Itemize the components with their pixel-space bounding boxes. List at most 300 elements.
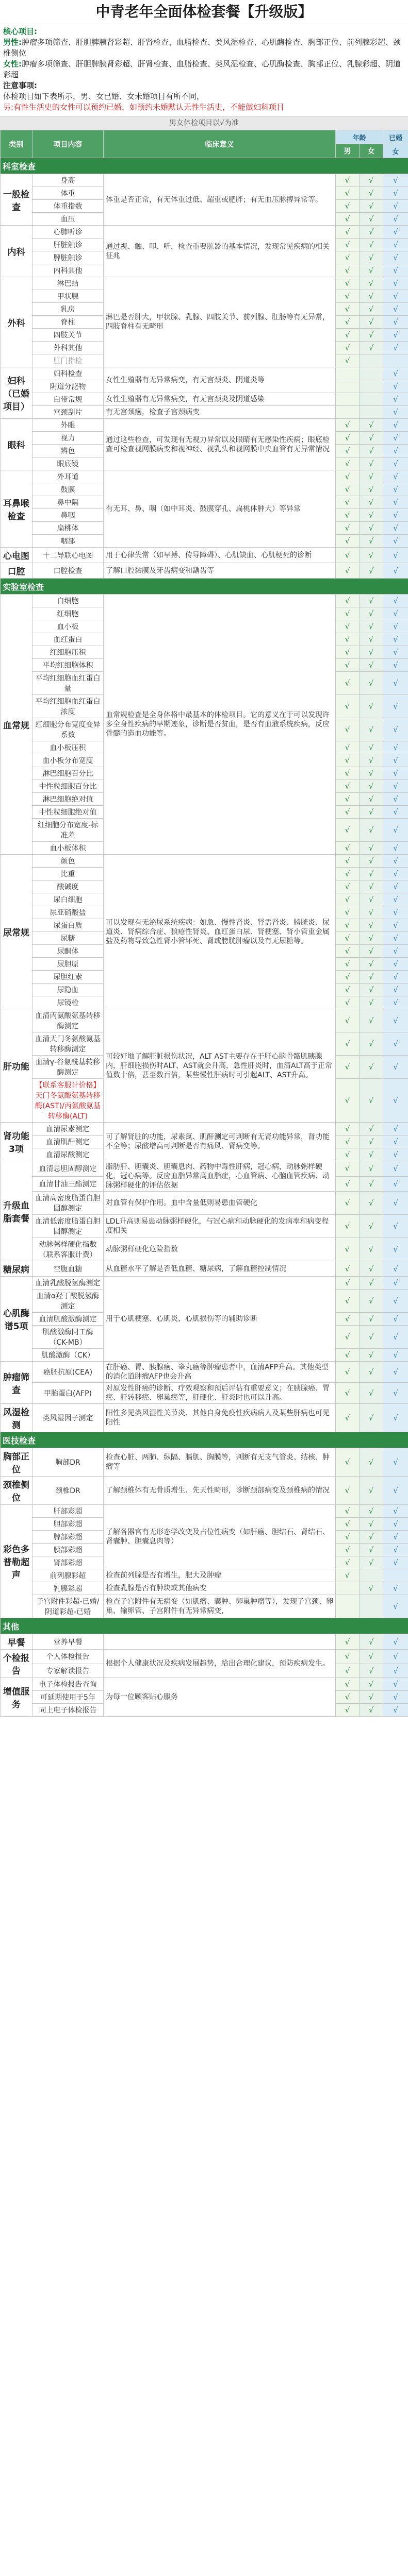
female-married-check-cell	[383, 1136, 408, 1148]
female-married-check-cell	[383, 432, 408, 445]
table-row	[1, 548, 408, 563]
female-married-check-cell	[383, 329, 408, 342]
checkmark-icon	[393, 959, 398, 969]
female-married-check-cell	[383, 1176, 408, 1192]
female-married-check-cell	[383, 1531, 408, 1544]
checkmark-icon	[345, 1532, 350, 1541]
male-check-cell	[336, 470, 360, 483]
female-unmarried-check-cell	[360, 932, 383, 945]
table-head-row-top	[1, 130, 408, 144]
male-check-cell	[336, 1518, 360, 1531]
female-unmarried-check-cell	[360, 509, 383, 522]
male-check-cell	[336, 1404, 360, 1432]
male-check-cell	[336, 1290, 360, 1313]
item-cell: 尿糖	[32, 932, 104, 945]
table-row	[1, 563, 408, 579]
male-check-cell	[336, 767, 360, 780]
category-cell: 糖尿病	[1, 1261, 32, 1277]
checkmark-icon	[393, 523, 398, 533]
table-row	[1, 1582, 408, 1595]
checkmark-icon	[345, 934, 350, 943]
male-check-cell	[336, 1448, 360, 1477]
meaning-cell: 通过视、触、叩、听，检查重要脏器的基本情况，发现常见疾病的相关征兆	[104, 226, 336, 277]
female-unmarried-check-cell	[360, 855, 383, 868]
female-married-check-cell	[383, 793, 408, 806]
category-cell: 肝功能	[1, 1009, 32, 1123]
checkmark-icon	[369, 1486, 374, 1495]
item-cell: 肌酸激酶同工酶（CK-MB）	[32, 1326, 104, 1349]
female-married-check-cell	[383, 187, 408, 200]
attention-line-1: 体检项目如下表所示，男、女已婚、女未婚项目有所不同，	[3, 92, 205, 101]
attention-label: 注意事项:	[3, 81, 37, 90]
female-unmarried-check-cell	[360, 367, 383, 380]
male-check-cell	[336, 457, 360, 470]
meaning-cell: 从血糖水平了解是否低血糖、糖尿病，了解血糖控制情况	[104, 1261, 336, 1277]
category-cell: 肿瘤筛查	[1, 1362, 32, 1404]
female-unmarried-check-cell	[360, 264, 383, 277]
female-married-check-cell	[383, 633, 408, 646]
table-row	[1, 1448, 408, 1477]
checkmark-icon	[345, 725, 350, 734]
male-check-cell	[336, 1161, 360, 1177]
checkmark-icon	[345, 946, 350, 956]
female-unmarried-check-cell	[360, 406, 383, 419]
male-check-cell	[336, 1238, 360, 1261]
female-unmarried-check-cell	[360, 1650, 383, 1664]
item-cell: 红细胞	[32, 607, 104, 620]
checkmark-icon	[345, 1486, 350, 1495]
female-unmarried-check-cell	[360, 1079, 383, 1123]
item-cell: 可延期使用于5年	[32, 1691, 104, 1704]
female-married-check-cell	[383, 1383, 408, 1404]
female-unmarried-check-cell	[360, 1261, 383, 1277]
checkmark-icon	[369, 189, 374, 198]
male-check-cell	[336, 919, 360, 932]
checkmark-icon	[369, 985, 374, 994]
checkmark-icon	[393, 660, 398, 670]
item-cell: 营养早餐	[32, 1634, 104, 1650]
category-cell: 妇科（已婚项目）	[1, 367, 32, 419]
female-unmarried-check-cell	[360, 1556, 383, 1569]
male-check-cell	[336, 367, 360, 380]
male-check-cell	[336, 1079, 360, 1123]
female-married-check-cell	[383, 880, 408, 893]
checkmark-icon	[345, 869, 350, 878]
meaning-cell: 阳性多见类风湿性关节炎、其他自身免疫性疾病病人及某些肝病也可见阳性	[104, 1404, 336, 1432]
header-item: 项目内容	[32, 130, 104, 158]
checkmark-icon	[393, 279, 398, 288]
checkmark-icon	[393, 498, 398, 507]
checkmark-icon	[393, 214, 398, 224]
female-married-check-cell	[383, 1123, 408, 1136]
item-cell: 酸碱度	[32, 880, 104, 893]
female-unmarried-check-cell	[360, 1518, 383, 1531]
checkmark-icon	[369, 882, 374, 891]
female-married-check-cell	[383, 342, 408, 354]
checkmark-icon	[369, 609, 374, 618]
item-cell: 淋巴细胞百分比	[32, 767, 104, 780]
checkmark-icon	[345, 702, 350, 711]
female-unmarried-check-cell	[360, 607, 383, 620]
checkmark-icon	[393, 1545, 398, 1554]
female-married-check-cell	[383, 1313, 408, 1326]
checkmark-icon	[345, 330, 350, 340]
item-cell: 十二导联心电图	[32, 548, 104, 563]
checkmark-icon	[345, 895, 350, 904]
checkmark-icon	[393, 1179, 398, 1189]
female-unmarried-check-cell	[360, 672, 383, 695]
female-unmarried-check-cell	[360, 806, 383, 819]
female-married-check-cell	[383, 496, 408, 509]
table-row	[1, 1277, 408, 1290]
checkmark-icon	[369, 959, 374, 969]
female-unmarried-check-cell	[360, 1290, 383, 1313]
checkmark-icon	[393, 1245, 398, 1254]
male-check-cell	[336, 1362, 360, 1383]
checkmark-icon	[345, 304, 350, 314]
meaning-cell: 用于心肌梗塞、心肌炎、心肌损伤等的辅助诊断	[104, 1277, 336, 1362]
meaning-cell: 动脉粥样硬化危险指数	[104, 1238, 336, 1261]
female-married-check-cell	[383, 1505, 408, 1518]
male-check-cell	[336, 509, 360, 522]
female-unmarried-check-cell	[360, 1136, 383, 1148]
male-check-cell	[336, 1556, 360, 1569]
checkmark-icon	[369, 485, 374, 494]
male-check-cell	[336, 893, 360, 906]
checkmark-icon	[369, 1314, 374, 1324]
table-row	[1, 1009, 408, 1032]
checkmark-icon	[345, 972, 350, 981]
male-check-cell	[336, 393, 360, 406]
item-cell: 同上电子体检报告	[32, 1704, 104, 1717]
female-married-check-cell	[383, 780, 408, 793]
checkmark-icon	[393, 189, 398, 198]
checkmark-icon	[369, 934, 374, 943]
female-married-check-cell	[383, 1477, 408, 1505]
checkmark-icon	[345, 1332, 350, 1342]
item-cell: 肛门指检	[32, 354, 104, 367]
checkmark-icon	[393, 1314, 398, 1324]
female-unmarried-check-cell	[360, 535, 383, 548]
item-cell: 胰部彩超	[32, 1544, 104, 1556]
female-unmarried-check-cell	[360, 483, 383, 496]
checkmark-icon	[369, 536, 374, 546]
checkmark-icon	[345, 985, 350, 994]
female-married-check-cell	[383, 1362, 408, 1383]
attention-line-2: 另:有性生活史的女性可以预约已婚，如预约未婚默认无性生活史，不能做妇科项目	[3, 103, 285, 112]
meaning-cell: 脂肪肝、胆囊炎、胆囊息肉、药物中毒性肝病，冠心病，动脉粥样硬化，冠心病等。反应血脂异常高血脂症，心血管病、心脑血管疾病、动脉粥样硬化的评估依据	[104, 1161, 336, 1192]
checkmark-icon	[369, 1458, 374, 1467]
male-check-cell	[336, 1531, 360, 1544]
item-cell: 血清α羟丁酸脱氢酶测定	[32, 1290, 104, 1313]
table-row	[1, 1383, 408, 1404]
item-cell: 体重	[32, 187, 104, 200]
male-check-cell	[336, 1176, 360, 1192]
checkmark-icon	[393, 1332, 398, 1342]
checkmark-icon	[369, 1296, 374, 1306]
checkmark-icon	[345, 1680, 350, 1689]
item-cell: 平均红细胞体积	[32, 659, 104, 672]
item-cell: 空腹血糖	[32, 1261, 104, 1277]
male-check-cell	[336, 445, 360, 457]
checkmark-icon	[369, 343, 374, 352]
checkmark-icon	[345, 648, 350, 657]
female-married-check-cell	[383, 1326, 408, 1349]
checkmark-icon	[393, 725, 398, 734]
table-row	[1, 1362, 408, 1383]
female-unmarried-check-cell	[360, 1691, 383, 1704]
checkmark-icon	[393, 843, 398, 853]
checkmark-icon	[369, 1150, 374, 1159]
male-check-cell	[336, 780, 360, 793]
item-cell: 血清γ-谷氨酰基转移酶测定	[32, 1056, 104, 1079]
checkmark-icon	[369, 1652, 374, 1661]
female-married-check-cell	[383, 1079, 408, 1123]
item-cell: 尿亚硝酸盐	[32, 906, 104, 919]
female-unmarried-check-cell	[360, 354, 383, 367]
checkmark-icon	[369, 279, 374, 288]
category-cell: 血常规	[1, 595, 32, 855]
male-core-text: 肿瘤多项筛查、肝胆脾胰肾彩超、肝肾检查、血脂检查、类风湿检查、心肌酶检查、胸部正位、前列腺彩超、颈椎侧位	[3, 38, 401, 58]
category-cell: 增值服务	[1, 1678, 32, 1717]
item-cell: 动脉粥样硬化指数（联系客服计费）	[32, 1238, 104, 1261]
male-check-cell	[336, 213, 360, 226]
male-check-cell	[336, 496, 360, 509]
meaning-cell: 检查心脏、两肺、纵隔、膈肌、胸膜等，判断有无支气管炎、结核、肿瘤等	[104, 1448, 336, 1477]
male-check-cell	[336, 646, 360, 659]
male-check-cell	[336, 754, 360, 767]
female-unmarried-check-cell	[360, 1215, 383, 1238]
female-unmarried-check-cell	[360, 1448, 383, 1477]
header-meaning: 临床意义	[104, 130, 336, 158]
female-unmarried-check-cell	[360, 1277, 383, 1290]
category-cell: 风湿检测	[1, 1404, 32, 1432]
female-unmarried-check-cell	[360, 1313, 383, 1326]
table-row	[1, 1634, 408, 1650]
checkmark-icon	[345, 807, 350, 817]
female-married-check-cell	[383, 1448, 408, 1477]
male-check-cell	[336, 200, 360, 213]
female-unmarried-check-cell	[360, 1032, 383, 1056]
checkmark-icon	[393, 551, 398, 560]
male-check-cell	[336, 1650, 360, 1664]
checkmark-icon	[369, 702, 374, 711]
female-unmarried-check-cell	[360, 868, 383, 880]
item-cell: 中性粒细胞百分比	[32, 780, 104, 793]
checkmark-icon	[393, 433, 398, 443]
item-cell: 血清乳酸脱氢酶测定	[32, 1277, 104, 1290]
header-female-married: 女	[383, 144, 408, 158]
item-cell: 尿镜检	[32, 996, 104, 1009]
female-married-check-cell	[383, 741, 408, 754]
male-check-cell	[336, 971, 360, 984]
female-married-check-cell	[383, 406, 408, 419]
male-check-cell	[336, 996, 360, 1009]
male-check-cell	[336, 1582, 360, 1595]
female-married-check-cell	[383, 868, 408, 880]
male-check-cell	[336, 1595, 360, 1618]
female-label: 女性:	[3, 59, 22, 69]
page-title: 中青老年全面体检套餐【升级版】	[0, 0, 408, 24]
checkmark-icon	[393, 998, 398, 1007]
package-table	[0, 130, 408, 1717]
female-married-check-cell	[383, 1650, 408, 1664]
header-male: 男	[336, 144, 360, 158]
female-married-check-cell	[383, 1056, 408, 1079]
item-cell: 鼻咽	[32, 509, 104, 522]
checkmark-icon	[393, 1666, 398, 1675]
checkmark-icon	[393, 1039, 398, 1048]
checkmark-icon	[345, 596, 350, 605]
female-unmarried-check-cell	[360, 1238, 383, 1261]
female-married-check-cell	[383, 509, 408, 522]
female-unmarried-check-cell	[360, 1349, 383, 1362]
checkmark-icon	[345, 343, 350, 352]
female-married-check-cell	[383, 548, 408, 563]
female-married-check-cell	[383, 984, 408, 996]
table-row	[1, 226, 408, 239]
female-married-check-cell	[383, 251, 408, 264]
female-unmarried-check-cell	[360, 522, 383, 535]
female-married-check-cell	[383, 367, 408, 380]
checkmark-icon	[393, 679, 398, 688]
female-married-check-cell	[383, 620, 408, 633]
checkmark-icon	[369, 743, 374, 752]
checkmark-icon	[393, 1506, 398, 1516]
checkmark-icon	[345, 1137, 350, 1146]
female-married-check-cell	[383, 1009, 408, 1032]
checkmark-icon	[345, 433, 350, 443]
checkmark-icon	[393, 946, 398, 956]
checkmark-icon	[393, 511, 398, 520]
core-heading	[3, 26, 405, 37]
item-cell: 鼓膜	[32, 483, 104, 496]
male-check-cell	[336, 535, 360, 548]
item-cell: 血清总胆固醇测定	[32, 1161, 104, 1177]
female-unmarried-check-cell	[360, 213, 383, 226]
female-married-check-cell	[383, 303, 408, 316]
female-unmarried-check-cell	[360, 548, 383, 563]
checkmark-icon	[369, 1413, 374, 1422]
female-married-check-cell	[383, 1261, 408, 1277]
female-unmarried-check-cell	[360, 1161, 383, 1177]
female-married-check-cell	[383, 1704, 408, 1717]
attention-heading	[3, 80, 405, 91]
checkmark-icon	[393, 240, 398, 249]
checkmark-icon	[345, 1705, 350, 1715]
male-check-cell	[336, 1123, 360, 1136]
item-cell: 血清天门冬氨酸氨基转移酶测定	[32, 1032, 104, 1056]
checkmark-icon	[369, 1016, 374, 1025]
checkmark-icon	[393, 921, 398, 930]
checkmark-icon	[345, 1198, 350, 1208]
checkmark-icon	[345, 266, 350, 275]
checkmark-icon	[369, 807, 374, 817]
checkmark-icon	[345, 498, 350, 507]
male-check-cell	[336, 607, 360, 620]
core-label: 核心项目:	[3, 27, 37, 36]
checkmark-icon	[369, 214, 374, 224]
checkmark-icon	[369, 1278, 374, 1287]
item-cell: 红细胞分布宽度变异系数	[32, 718, 104, 741]
checkmark-icon	[393, 266, 398, 275]
checkmark-icon	[345, 1245, 350, 1254]
female-married-check-cell	[383, 445, 408, 457]
female-married-check-cell	[383, 213, 408, 226]
item-cell: 外科其他	[32, 342, 104, 354]
male-check-cell	[336, 1349, 360, 1362]
table-row	[1, 1123, 408, 1136]
female-unmarried-check-cell	[360, 984, 383, 996]
female-married-check-cell	[383, 419, 408, 432]
checkmark-icon	[345, 292, 350, 301]
female-married-check-cell	[383, 1595, 408, 1618]
male-check-cell	[336, 1704, 360, 1717]
female-unmarried-check-cell	[360, 470, 383, 483]
checkmark-icon	[345, 459, 350, 468]
checkmark-icon	[393, 1519, 398, 1529]
female-unmarried-check-cell	[360, 1582, 383, 1595]
male-core-line	[3, 37, 405, 59]
item-cell: 外眼	[32, 419, 104, 432]
item-cell: 血小板压积	[32, 741, 104, 754]
male-check-cell	[336, 741, 360, 754]
checkmark-icon	[345, 1124, 350, 1133]
checkmark-icon	[345, 1096, 350, 1105]
item-cell: 个人体检报告	[32, 1650, 104, 1664]
checkmark-icon	[393, 292, 398, 301]
checkmark-icon	[369, 782, 374, 791]
item-cell: 【联系客服计价格】天门冬氨酸氨基转移酶(AST)/丙氨酸氨基转移酶(ALT)	[32, 1079, 104, 1123]
meaning-cell: 检查子宫附件有无病变（如肌瘤、囊肿、卵巢肿瘤等），发现子宫颈、卵巢、输卵管、子宫附件有无异常病变，	[104, 1595, 336, 1618]
checkmark-icon	[393, 1150, 398, 1159]
table-row	[1, 277, 408, 290]
section-row	[1, 579, 408, 595]
table-row	[1, 419, 408, 432]
table-row	[1, 393, 408, 406]
female-unmarried-check-cell	[360, 496, 383, 509]
checkmark-icon	[393, 1137, 398, 1146]
female-married-check-cell	[383, 1148, 408, 1161]
table-row	[1, 1569, 408, 1582]
checkmark-icon	[393, 566, 398, 575]
checkmark-icon	[369, 511, 374, 520]
female-married-check-cell	[383, 919, 408, 932]
female-unmarried-check-cell	[360, 1192, 383, 1215]
checkmark-icon	[345, 660, 350, 670]
category-cell: 一般检查	[1, 174, 32, 226]
female-unmarried-check-cell	[360, 1477, 383, 1505]
female-unmarried-check-cell	[360, 200, 383, 213]
female-married-check-cell	[383, 932, 408, 945]
table-row	[1, 406, 408, 419]
female-unmarried-check-cell	[360, 1362, 383, 1383]
checkmark-icon	[393, 635, 398, 644]
checkmark-icon	[345, 1179, 350, 1189]
meaning-cell: 对血管有保护作用。血中含量低则易患血管硬化	[104, 1192, 336, 1215]
male-check-cell	[336, 1678, 360, 1691]
checkmark-icon	[345, 756, 350, 765]
female-married-check-cell	[383, 457, 408, 470]
section-row	[1, 1432, 408, 1448]
checkmark-icon	[393, 609, 398, 618]
checkmark-icon	[393, 1096, 398, 1105]
female-unmarried-check-cell	[360, 393, 383, 406]
checkmark-icon	[345, 1164, 350, 1173]
male-check-cell	[336, 1148, 360, 1161]
checkmark-icon	[369, 998, 374, 1007]
table-row	[1, 1261, 408, 1277]
